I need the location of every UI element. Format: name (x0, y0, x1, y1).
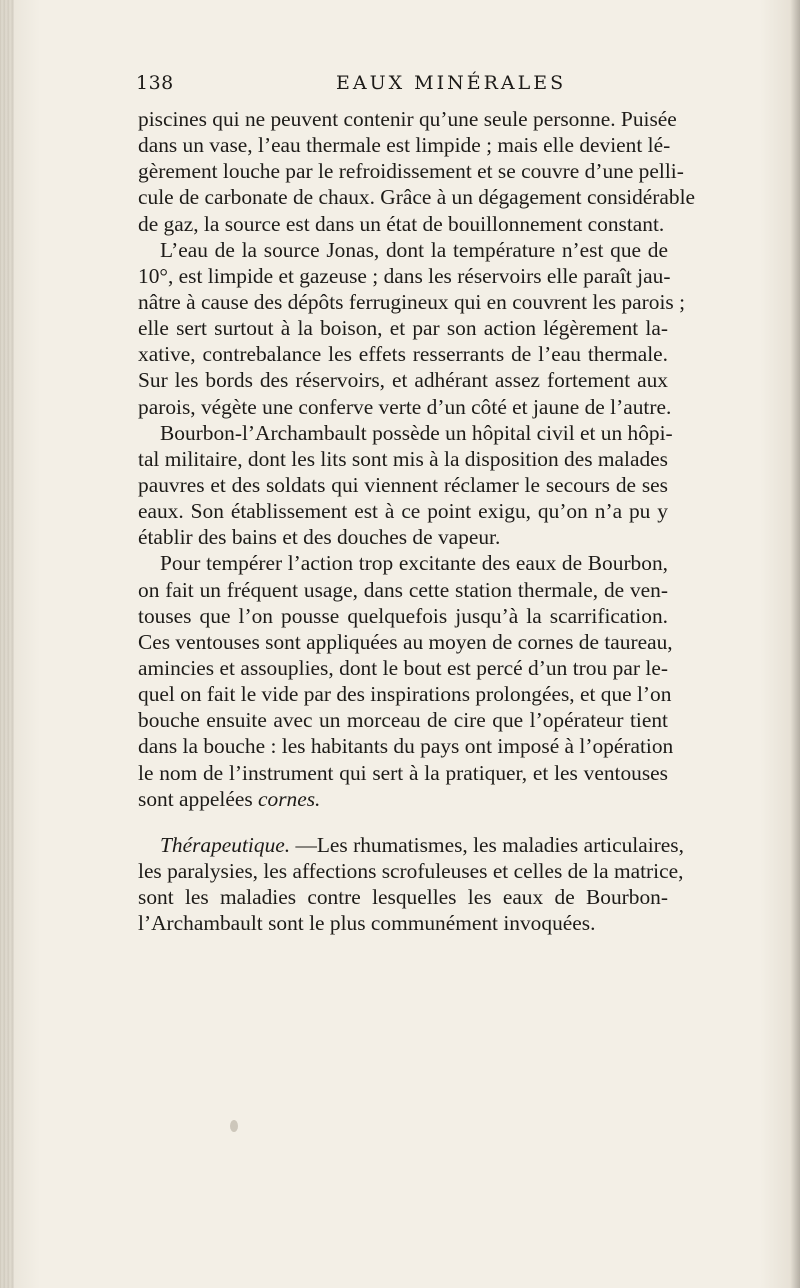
text-line: Sur les bords des réservoirs, et adhérant assez fortement aux (138, 368, 668, 393)
text-line: eaux. Son établissement est à ce point exigu, qu’on n’a pu y (138, 499, 668, 524)
running-title: EAUX MINÉRALES (336, 72, 567, 94)
text-fragment: —Les rhumatismes, les maladies articulaires, (290, 832, 684, 857)
page-number: 138 (136, 72, 174, 94)
body-text (138, 106, 696, 936)
text-line: piscines qui ne peuvent contenir qu’une seule personne. Puisée (138, 107, 677, 131)
text-line: dans un vase, l’eau thermale est limpide ; mais elle devient lé- (138, 133, 671, 158)
text-line (138, 832, 684, 858)
text-line: sont les maladies contre lesquelles les eaux de Bourbon- (138, 885, 668, 910)
ink-smudge (230, 1120, 238, 1132)
text-line: de gaz, la source est dans un état de bouillonnement constant. (138, 211, 665, 236)
text-line: L’eau de la source Jonas, dont la température n’est que de (160, 237, 668, 262)
text-fragment: sont appelées (138, 786, 258, 811)
text-line (138, 786, 668, 812)
page-gutter-shadow (0, 0, 14, 1288)
text-line: quel on fait le vide par des inspirations prolongées, et que l’on (138, 682, 672, 707)
text-line: gèrement louche par le refroidissement et se couvre d’une pelli- (138, 159, 684, 184)
page-header (136, 72, 676, 98)
text-line: Ces ventouses sont appliquées au moyen de cornes de taureau, (138, 629, 673, 654)
text-line: elle sert surtout à la boison, et par son action légèrement la- (138, 316, 668, 341)
text-line: cule de carbonate de chaux. Grâce à un dégagement considérable (138, 185, 696, 210)
text-line: établir des bains et des douches de vapeur. (138, 525, 501, 550)
text-line: parois, végète une conferve verte d’un côté et jaune de l’autre. (138, 394, 672, 419)
italic-term: cornes. (258, 786, 321, 811)
paragraph-gap (138, 812, 668, 832)
text-line: le nom de l’instrument qui sert à la pratiquer, et les ventouses (138, 760, 668, 785)
text-line: l’Archambault sont le plus communément invoquées. (138, 911, 596, 936)
text-line: Pour tempérer l’action trop excitante des eaux de Bourbon, (160, 551, 668, 576)
text-line: touses que l’on pousse quelquefois jusqu’à la scarrification. (138, 603, 668, 628)
text-line: nâtre à cause des dépôts ferrugineux qui en couvrent les parois ; (138, 289, 686, 314)
text-line: Bourbon-l’Archambault possède un hôpital civil et un hôpi- (160, 420, 673, 445)
text-line: xative, contrebalance les effets resserrants de l’eau thermale. (138, 342, 668, 367)
text-line: dans la bouche : les habitants du pays ont imposé à l’opération (138, 734, 674, 759)
section-label: Thérapeutique. (160, 832, 291, 857)
text-line: on fait un fréquent usage, dans cette station thermale, de ven- (138, 577, 668, 602)
text-line: 10°, est limpide et gazeuse ; dans les réservoirs elle paraît jau- (138, 263, 671, 288)
text-line: les paralysies, les affections scrofuleuses et celles de la matrice, (138, 858, 684, 883)
page-edge-shadow (790, 0, 800, 1288)
text-line: tal militaire, dont les lits sont mis à la disposition des malades (138, 446, 668, 471)
text-line: bouche ensuite avec un morceau de cire que l’opérateur tient (138, 708, 668, 733)
text-line: pauvres et des soldats qui viennent réclamer le secours de ses (138, 472, 668, 497)
text-line: amincies et assouplies, dont le bout est percé d’un trou par le- (138, 655, 668, 680)
